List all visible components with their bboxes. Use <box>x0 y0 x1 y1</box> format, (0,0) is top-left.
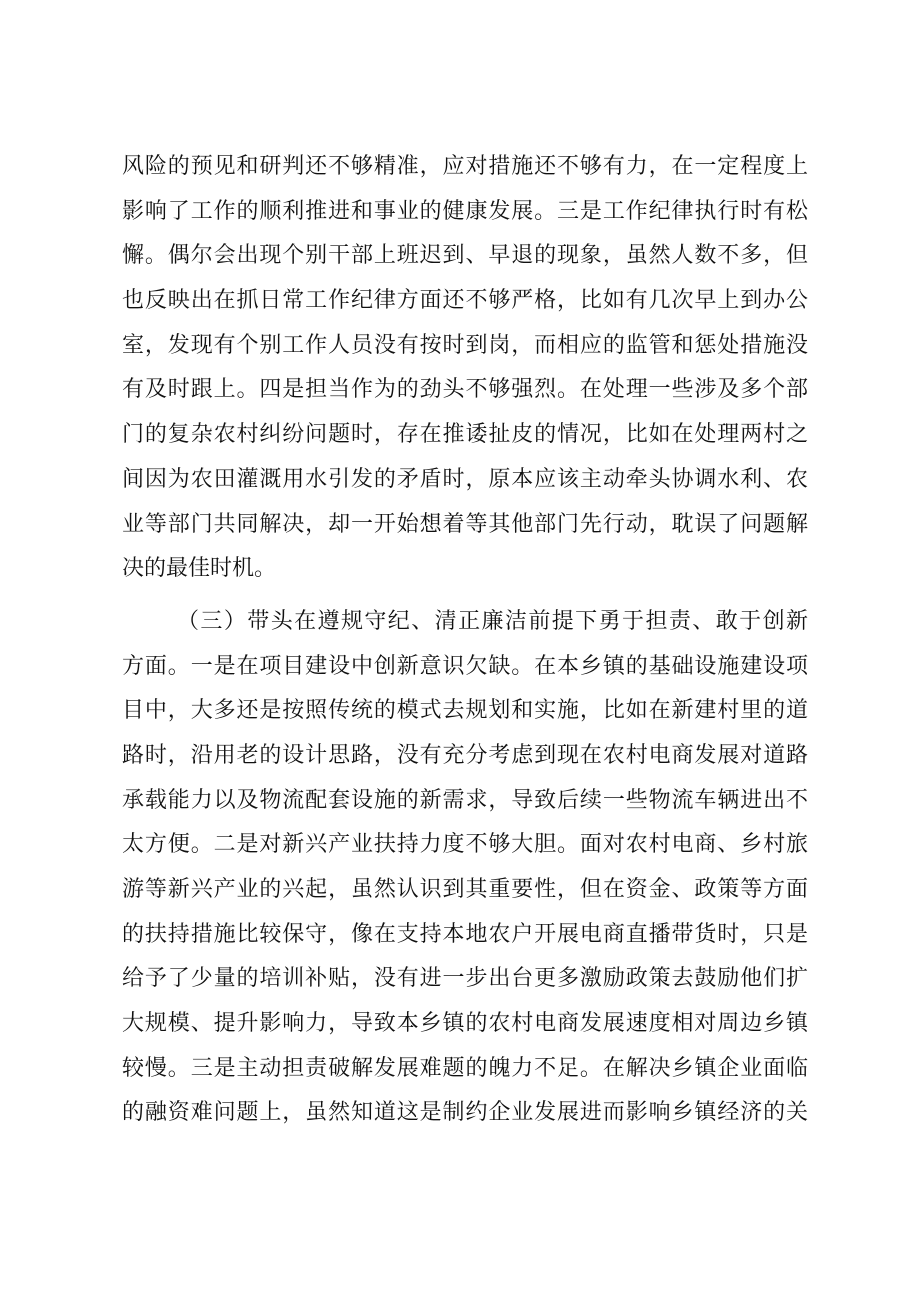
section-heading-line: （三）带头在遵规守纪、清正廉洁前提下勇于担责、敢于创新 <box>177 608 808 634</box>
text-line: 方面。一是在项目建设中创新意识欠缺。在本乡镇的基础设施建设项 <box>122 653 808 679</box>
text-line: 风险的预见和研判还不够精准，应对措施还不够有力，在一定程度上 <box>122 154 808 179</box>
paragraph-section-three <box>122 600 808 1136</box>
paragraph-work-style-issues <box>122 145 808 592</box>
text-line: 承载能力以及物流配套设施的新需求，导致后续一些物流车辆进出不 <box>122 787 808 813</box>
text-line: 大规模、提升影响力，导致本乡镇的农村电商发展速度相对周边乡镇 <box>122 1011 808 1037</box>
text-line: 门的复杂农村纠纷问题时，存在推诿扯皮的情况，比如在处理两村之 <box>122 422 808 448</box>
text-line: 的扶持措施比较保守，像在支持本地农户开展电商直播带货时，只是 <box>122 921 808 947</box>
text-line: 懈。偶尔会出现个别干部上班迟到、早退的现象，虽然人数不多，但 <box>122 243 808 269</box>
text-line: 室，发现有个别工作人员没有按时到岗，而相应的监管和惩处措施没 <box>122 332 808 358</box>
text-line: 决的最佳时机。 <box>122 556 277 582</box>
text-line: 目中，大多还是按照传统的模式去规划和实施，比如在新建村里的道 <box>122 698 808 724</box>
text-line: 给予了少量的培训补贴，没有进一步出台更多激励政策去鼓励他们扩 <box>122 966 808 992</box>
text-line: 也反映出在抓日常工作纪律方面还不够严格，比如有几次早上到办公 <box>122 288 808 314</box>
text-line: 影响了工作的顺利推进和事业的健康发展。三是工作纪律执行时有松 <box>122 198 808 224</box>
text-line: 间因为农田灌溉用水引发的矛盾时，原本应该主动牵头协调水利、农 <box>122 466 808 492</box>
text-line: 的融资难问题上，虽然知道这是制约企业发展进而影响乡镇经济的关 <box>122 1100 808 1126</box>
text-line: 较慢。三是主动担责破解发展难题的魄力不足。在解决乡镇企业面临 <box>122 1055 808 1081</box>
text-line: 有及时跟上。四是担当作为的劲头不够强烈。在处理一些涉及多个部 <box>122 377 808 403</box>
document-page <box>122 145 808 1136</box>
text-line: 路时，沿用老的设计思路，没有充分考虑到现在农村电商发展对道路 <box>122 742 808 768</box>
text-line: 太方便。二是对新兴产业扶持力度不够大胆。面对农村电商、乡村旅 <box>122 832 808 858</box>
text-line: 业等部门共同解决，却一开始想着等其他部门先行动，耽误了问题解 <box>122 511 808 537</box>
text-line: 游等新兴产业的兴起，虽然认识到其重要性，但在资金、政策等方面 <box>122 877 808 902</box>
paragraph-gap <box>122 592 808 600</box>
